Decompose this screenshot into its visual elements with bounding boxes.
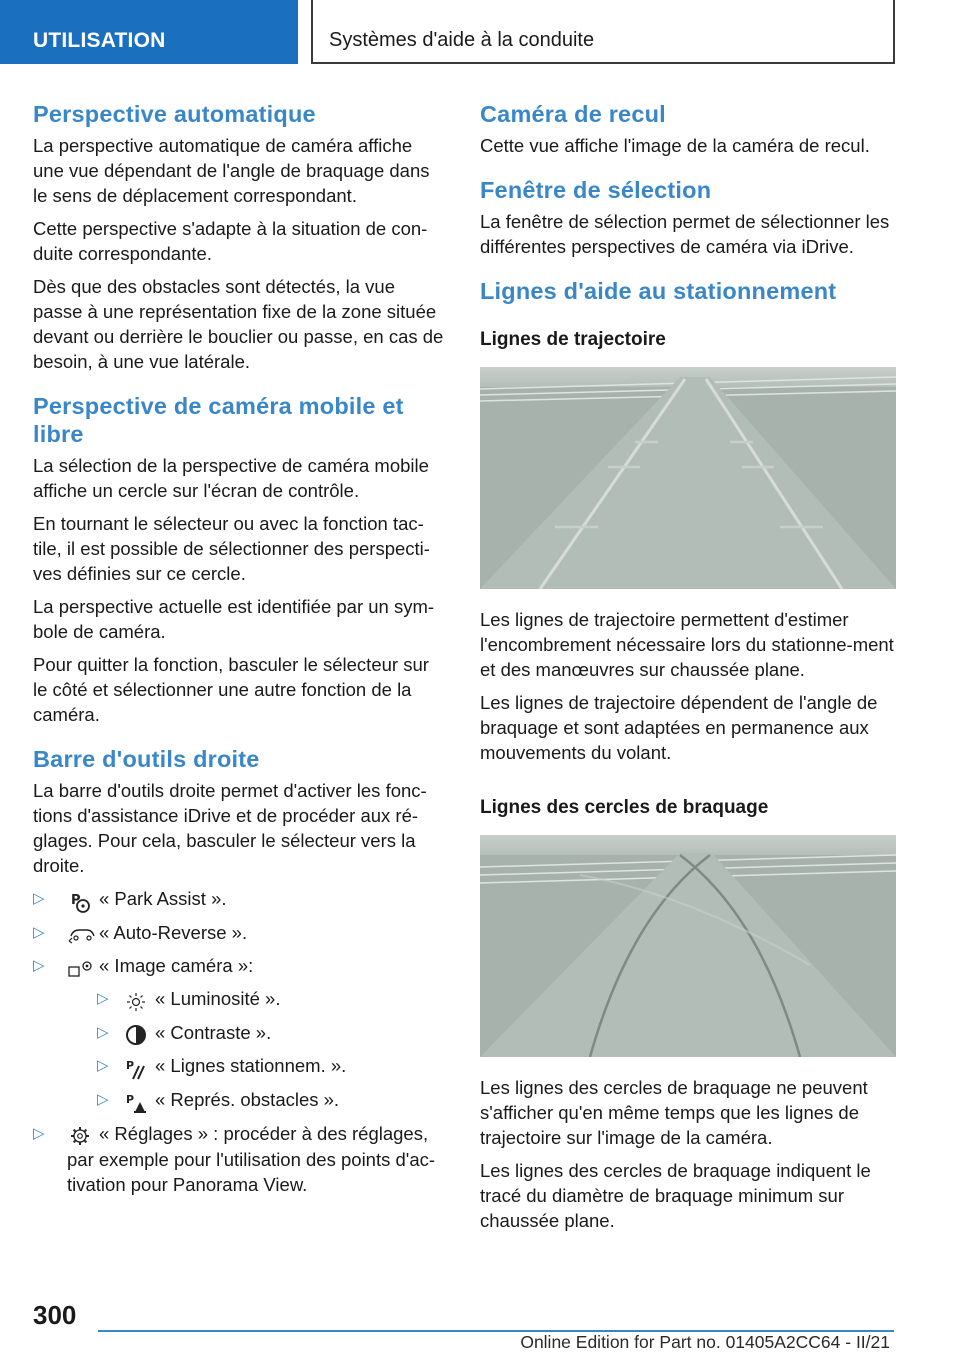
toolbar-list: [33, 886, 448, 1197]
page-number: 300: [33, 1300, 77, 1330]
paragraph: La barre d'outils droite permet d'activer les fonc-tions d'assistance iDrive et de procéder aux ré-glages. Pour cela, basculer le sélecteur vers la droite.: [33, 780, 427, 876]
left-column: [33, 100, 448, 1204]
bullet-triangle-icon: ▷: [33, 957, 45, 975]
list-item-text: « Luminosité ».: [155, 987, 281, 1009]
svg-text:P: P: [126, 1092, 135, 1106]
paragraph: Dès que des obstacles sont détectés, la vue passe à une représentation fixe de la zone située devant ou derrière le bouclier ou passe, en cas de besoin, à une vue latérale.: [33, 276, 444, 372]
subheading-turning-circles: Lignes des cercles de braquage: [480, 797, 769, 818]
list-item: [33, 953, 448, 1113]
list-item: [67, 1087, 448, 1114]
park-assist-icon: [67, 888, 93, 913]
auto-reverse-icon: [67, 921, 93, 946]
paragraph: Les lignes des cercles de braquage indiquent le tracé du diamètre de braquage minimum sur chaussée plane.: [480, 1160, 871, 1231]
list-item-text: « Lignes stationnem. ».: [155, 1055, 347, 1077]
list-item: [33, 920, 448, 947]
trajectory-lines-figure: [480, 367, 896, 589]
heading-perspective-auto: Perspective automatique: [33, 101, 316, 127]
heading-toolbar: Barre d'outils droite: [33, 746, 260, 772]
obstacles-icon: [123, 1088, 149, 1113]
paragraph: Les lignes des cercles de braquage ne peuvent s'afficher qu'en même temps que les lignes de trajectoire sur l'image de la caméra.: [480, 1077, 868, 1148]
right-column: [480, 100, 896, 1241]
turning-circles-figure: [480, 835, 896, 1057]
camera-settings-icon: [67, 955, 93, 980]
list-item-text: « Park Assist ».: [99, 888, 227, 909]
contrast-icon: [123, 1021, 149, 1046]
list-item: [67, 986, 448, 1013]
list-item: [67, 1053, 448, 1080]
paragraph: Les lignes de trajectoire dépendent de l'angle de braquage et sont adaptées en permanence aux mouvements du volant.: [480, 692, 878, 763]
paragraph: La sélection de la perspective de caméra mobile affiche un cercle sur l'écran de contrôle.: [33, 455, 429, 501]
heading-parking-lines: Lignes d'aide au stationnement: [480, 278, 837, 304]
parking-lines-icon: [123, 1055, 149, 1080]
list-item-text: « Réglages » : procéder à des réglages, par exemple pour l'utilisation des points d'ac-tivation pour Panorama View.: [67, 1122, 436, 1196]
bullet-triangle-icon: ▷: [33, 1124, 45, 1142]
svg-text:P: P: [71, 892, 81, 908]
paragraph: En tournant le sélecteur ou avec la fonction tac-tile, il est possible de sélectionner des perspecti-ves définies sur ce cercle.: [33, 513, 430, 584]
list-item-text: « Image caméra »:: [99, 955, 254, 977]
camera-image-sublist: [67, 986, 448, 1114]
paragraph: Cette vue affiche l'image de la caméra de recul.: [480, 135, 870, 156]
gear-icon: [67, 1122, 93, 1147]
heading-perspective-mobile: Perspective de caméra mobile et libre: [33, 393, 404, 447]
list-item: [33, 1121, 448, 1198]
paragraph: Cette perspective s'adapte à la situation de con-duite correspondante.: [33, 218, 428, 264]
list-item-text: « Contraste ».: [155, 1021, 272, 1043]
bullet-triangle-icon: ▷: [97, 989, 109, 1007]
bullet-triangle-icon: ▷: [97, 1057, 109, 1075]
svg-text:P: P: [126, 1058, 135, 1072]
list-item-text: « Représ. obstacles ».: [155, 1088, 340, 1110]
list-item-text: « Auto-Reverse ».: [99, 921, 248, 943]
subheading-trajectory: Lignes de trajectoire: [480, 329, 666, 350]
section-title: Systèmes d'aide à la conduite: [311, 0, 895, 64]
paragraph: La perspective actuelle est identifiée par un sym-bole de caméra.: [33, 596, 435, 642]
bullet-triangle-icon: ▷: [33, 923, 45, 941]
heading-selection-window: Fenêtre de sélection: [480, 177, 712, 203]
paragraph: La fenêtre de sélection permet de sélectionner les différentes perspectives de caméra via iDrive.: [480, 211, 890, 257]
paragraph: Pour quitter la fonction, basculer le sélecteur sur le côté et sélectionner une autre fonction de la caméra.: [33, 654, 429, 725]
chapter-tab: UTILISATION: [0, 0, 298, 64]
edition-footer: Online Edition for Part no. 01405A2CC64 - II/21: [520, 1332, 890, 1352]
brightness-icon: [123, 988, 149, 1013]
bullet-triangle-icon: ▷: [97, 1090, 109, 1108]
heading-rear-camera: Caméra de recul: [480, 101, 666, 127]
paragraph: Les lignes de trajectoire permettent d'estimer l'encombrement nécessaire lors du stationne-ment et des manœuvres sur chaussée plane.: [480, 609, 894, 680]
list-item: [33, 886, 448, 913]
bullet-triangle-icon: ▷: [33, 890, 45, 907]
list-item: [67, 1020, 448, 1047]
paragraph: La perspective automatique de caméra affiche une vue dépendant de l'angle de braquage dans le sens de déplacement correspondant.: [33, 135, 430, 206]
bullet-triangle-icon: ▷: [97, 1023, 109, 1041]
